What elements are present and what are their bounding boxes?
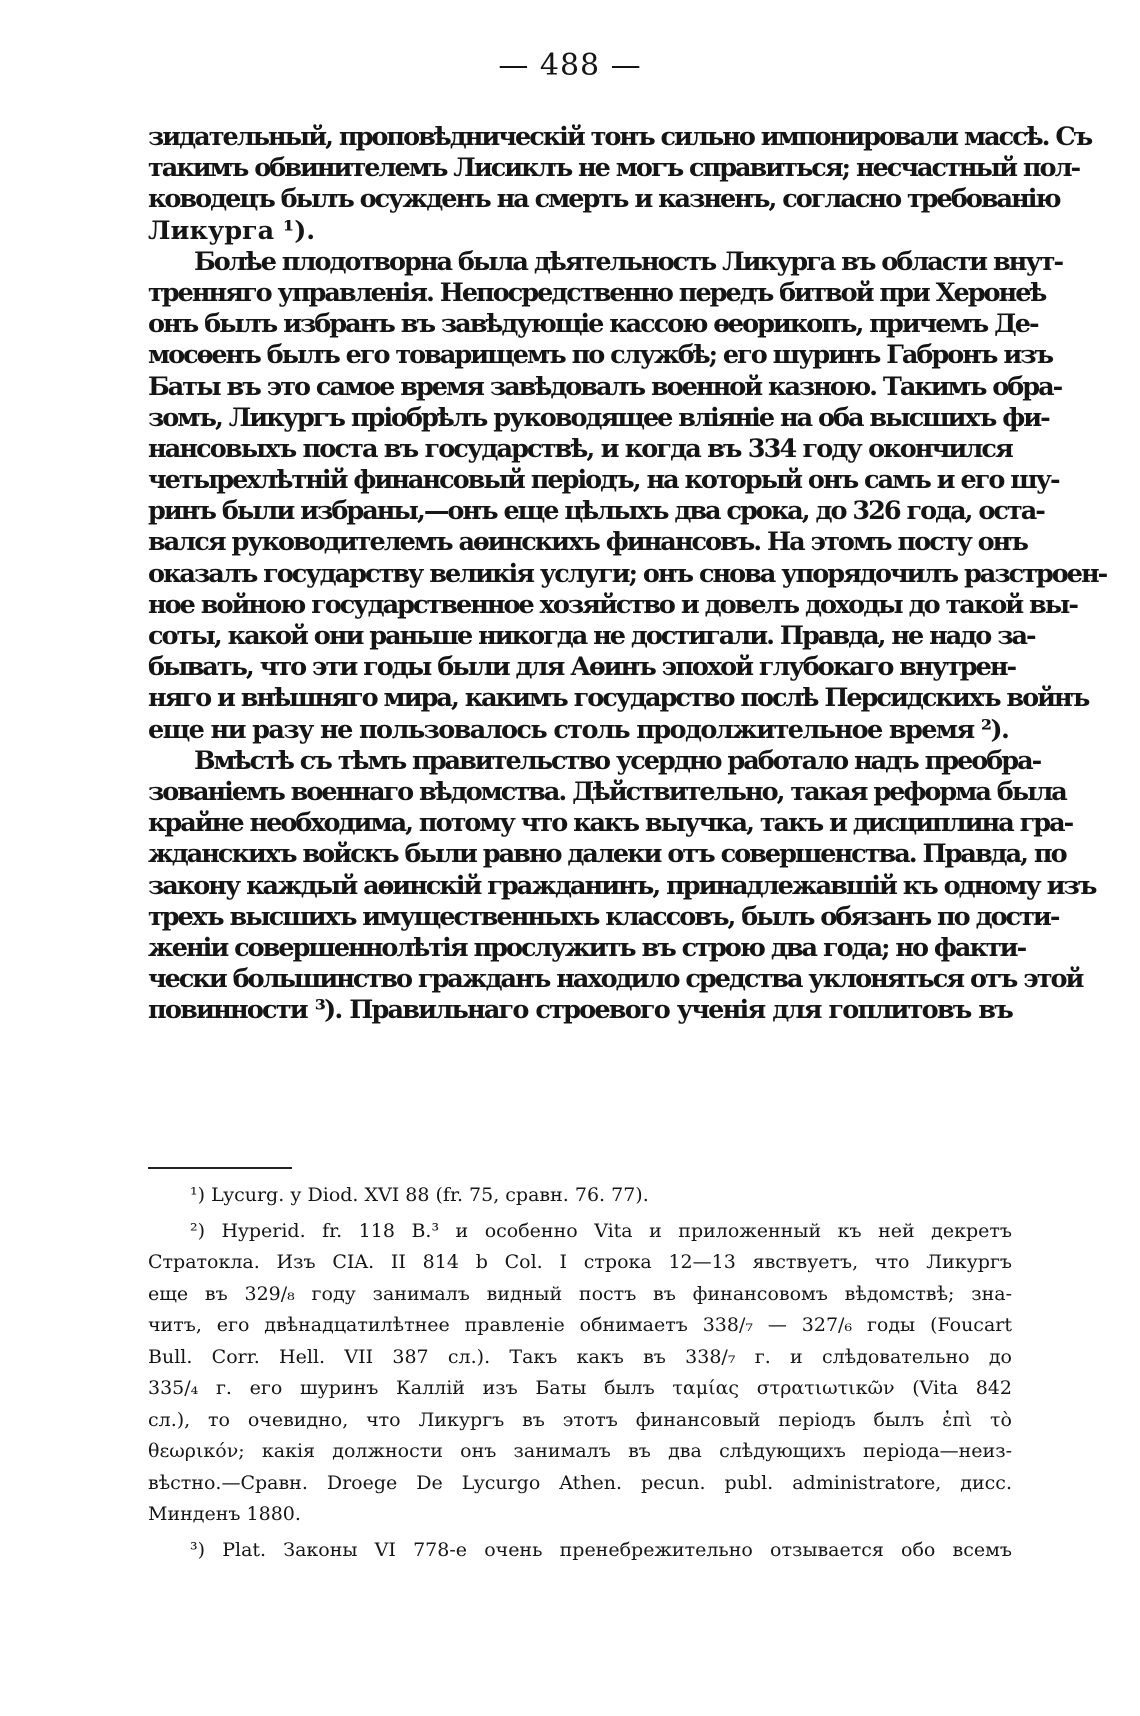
footnote-separator bbox=[148, 1167, 292, 1169]
main-text bbox=[148, 122, 1107, 1026]
body-line: оказалъ государству великія услуги; онъ снова упорядочилъ разстроен- bbox=[148, 558, 1107, 589]
body-line: такимъ обвинителемъ Лисиклъ не могъ справиться; несчастный пол- bbox=[148, 153, 1080, 184]
footnotes bbox=[148, 1180, 1012, 1566]
body-line: четырехлѣтній финансовый періодъ, на который онъ самъ и его шу- bbox=[148, 465, 1059, 496]
footnote-line: Минденъ 1880. bbox=[148, 1503, 301, 1525]
body-line: ководецъ былъ осужденъ на смерть и казненъ, согласно требованію bbox=[148, 184, 1060, 215]
footnote-line: вѣстно.—Сравн. Droege De Lycurgo Athen. pecun. publ. administratore, дисс. bbox=[148, 1471, 1012, 1494]
footnote-line: читъ, его двѣнадцатилѣтнее правленіе обнимаетъ 338/₇ — 327/₆ годы (Foucart bbox=[148, 1314, 1012, 1336]
footnote-2: ²) Hyperid. fr. 118 B.³ и особенно Vita и приложенный къ ней декретъ bbox=[190, 1219, 1012, 1242]
body-line: вался руководителемъ аѳинскихъ финансовъ. На этомъ посту онъ bbox=[148, 527, 1027, 558]
body-line: бывать, что эти годы были для Аѳинъ эпохой глубокаго внутрен- bbox=[148, 652, 1016, 683]
body-line: мосѳенъ былъ его товарищемъ по службѣ; его шуринъ Габронъ изъ bbox=[148, 340, 1053, 371]
body-line: няго и внѣшняго мира, какимъ государство послѣ Персидскихъ войнъ bbox=[148, 683, 1089, 714]
body-line: крайне необходима, потому что какъ выучка, такъ и дисциплина гра- bbox=[148, 808, 1073, 839]
footnote-3: ³) Plat. Законы VI 778-е очень пренебрежительно отзывается обо всемъ bbox=[190, 1538, 1012, 1561]
body-line: трехъ высшихъ имущественныхъ классовъ, былъ обязанъ по дости- bbox=[148, 901, 1059, 932]
paragraph-start: Болѣе плодотворна была дѣятельность Ликурга въ области внут- bbox=[194, 246, 1063, 277]
body-line: Ликурга ¹). bbox=[148, 215, 316, 246]
paragraph-start: Вмѣстѣ съ тѣмъ правительство усердно работало надъ преобра- bbox=[194, 745, 1041, 776]
body-line: чески большинство гражданъ находило средства уклоняться отъ этой bbox=[148, 964, 1083, 995]
body-line: соты, какой они раньше никогда не достигали. Правда, не надо за- bbox=[148, 621, 1035, 651]
footnote-line: еще въ 329/₈ году занималъ видный постъ въ финансовомъ вѣдомствѣ; зна- bbox=[148, 1282, 1012, 1305]
body-line: нансовыхъ поста въ государствѣ, и когда въ 334 году окончился bbox=[148, 433, 1012, 464]
page-number: — 488 — bbox=[498, 48, 642, 83]
body-line: еще ни разу не пользовалось столь продолжительное время ²). bbox=[148, 714, 1009, 745]
body-line: закону каждый аѳинскій гражданинъ, принадлежавшій къ одному изъ bbox=[148, 870, 1096, 901]
body-line: ринъ были избраны,—онъ еще цѣлыхъ два срока, до 326 года, оста- bbox=[148, 496, 1044, 527]
footnote-line: Стратокла. Изъ CIA. II 814 b Col. I строка 12—13 явствуетъ, что Ликургъ bbox=[148, 1251, 1012, 1273]
footnote-1: ¹) Lycurg. у Diod. XVI 88 (fr. 75, сравн. 76. 77). bbox=[190, 1184, 649, 1206]
body-line: онъ былъ избранъ въ завѣдующіе кассою ѳеорикопъ, причемъ Де- bbox=[148, 309, 1038, 340]
body-line: зомъ, Ликургъ пріобрѣлъ руководящее вліяніе на оба высшихъ фи- bbox=[148, 402, 1049, 433]
body-line: зованіемъ военнаго вѣдомства. Дѣйствительно, такая реформа была bbox=[148, 776, 1066, 807]
footnote-line: сл.), то очевидно, что Ликургъ въ этотъ финансовый періодъ былъ ἐπὶ τὸ bbox=[148, 1408, 1012, 1431]
body-line: жданскихъ войскъ были равно далеки отъ совершенства. Правда, по bbox=[148, 839, 1066, 870]
body-line: тренняго управленія. Непосредственно передъ битвой при Херонеѣ bbox=[148, 277, 1046, 308]
body-line: Баты въ это самое время завѣдовалъ военной казною. Такимъ обра- bbox=[148, 371, 1062, 402]
footnote-line: θεωρικόν; какія должности онъ занималъ въ два слѣдующихъ періода—неиз- bbox=[148, 1440, 1012, 1462]
body-line: повинности ³). Правильнаго строевого ученія для гоплитовъ въ bbox=[148, 995, 1012, 1026]
footnote-line: Bull. Corr. Hell. VII 387 сл.). Такъ какъ въ 338/₇ г. и слѣдовательно до bbox=[148, 1345, 1012, 1368]
footnote-line: 335/₄ г. его шуринъ Каллій изъ Баты былъ ταμίας στρατιωτικῶν (Vita 842 bbox=[148, 1377, 1012, 1399]
body-line: женіи совершеннолѣтія прослужить въ строю два года; но факти- bbox=[148, 932, 1026, 963]
body-line: зидательный, проповѣдническій тонъ сильно импонировали массѣ. Съ bbox=[148, 122, 1092, 152]
body-line: ное войною государственное хозяйство и довелъ доходы до такой вы- bbox=[148, 589, 1077, 620]
